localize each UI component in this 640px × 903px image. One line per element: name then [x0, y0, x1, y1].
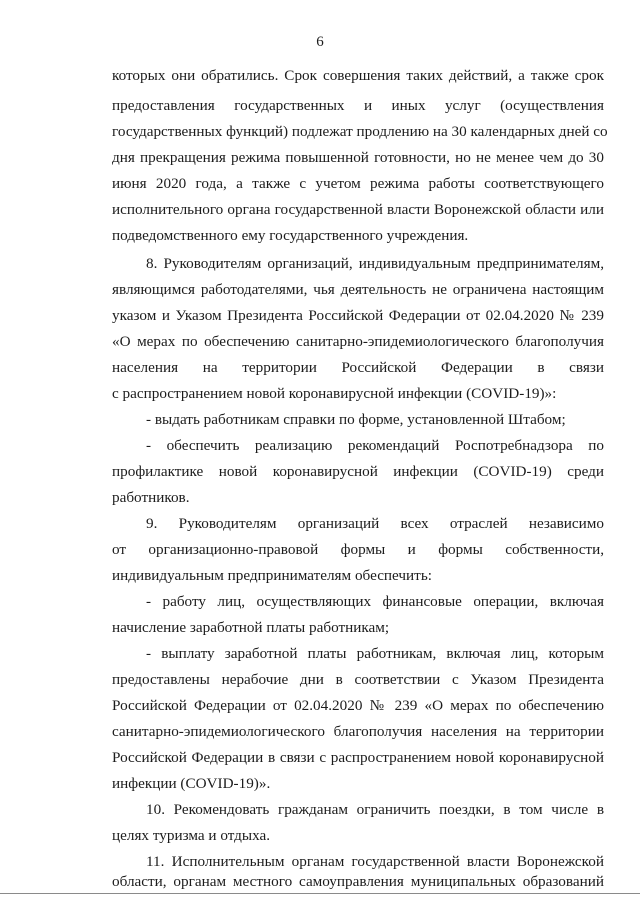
list-item: - выдать работникам справки по форме, установленной Штабом;	[146, 411, 566, 428]
text-line: Российской Федерации от 02.04.2020 № 239 «О мерах по обеспечению	[112, 697, 604, 714]
page-edge-rule	[0, 893, 640, 894]
text-line: дня прекращения режима повышенной готовности, но не менее чем до 30	[112, 149, 604, 166]
paragraph-10-start: 10. Рекомендовать гражданам ограничить поездки, в том числе в	[146, 801, 604, 818]
text-line: Российской Федерации в связи с распространением новой коронавирусной	[112, 749, 604, 766]
text-line: подведомственного ему государственного учреждения.	[112, 227, 469, 244]
text-line: предоставлены нерабочие дни в соответствии с Указом Президента	[112, 671, 604, 688]
text-line: инфекции (COVID-19)».	[112, 775, 271, 792]
text-line: от организационно-правовой формы и формы собственности,	[112, 541, 604, 558]
text-line: области, органам местного самоуправления муниципальных образований	[112, 873, 604, 890]
text-line: которых они обратились. Срок совершения таких действий, а также срок	[112, 67, 604, 84]
text-line: предоставления государственных и иных услуг (осуществления	[112, 97, 604, 114]
page-number: 6	[316, 34, 324, 50]
text-line: целях туризма и отдыха.	[112, 827, 271, 844]
text-line: указом и Указом Президента Российской Федерации от 02.04.2020 № 239	[112, 307, 604, 324]
list-item: - обеспечить реализацию рекомендаций Роспотребнадзора по	[146, 437, 604, 454]
text-line: июня 2020 года, а также с учетом режима работы соответствующего	[112, 175, 604, 192]
text-line: работников.	[112, 489, 190, 506]
text-line: с распространением новой коронавирусной инфекции (COVID-19)»:	[112, 385, 557, 402]
paragraph-11-start: 11. Исполнительным органам государственной власти Воронежской	[146, 853, 604, 870]
text-line: исполнительного органа государственной власти Воронежской области или	[112, 201, 604, 218]
text-line: санитарно-эпидемиологического благополучия населения на территории	[112, 723, 604, 740]
text-line: начисление заработной платы работникам;	[112, 619, 390, 636]
text-line: профилактике новой коронавирусной инфекции (COVID-19) среди	[112, 463, 604, 480]
text-line: государственных функций) подлежат продлению на 30 календарных дней со	[112, 123, 608, 140]
text-line: «О мерах по обеспечению санитарно-эпидемиологического благополучия	[112, 333, 604, 350]
text-line: являющимся работодателями, чья деятельность не ограничена настоящим	[112, 281, 604, 298]
paragraph-8-start: 8. Руководителям организаций, индивидуальным предпринимателям,	[146, 255, 604, 272]
list-item: - выплату заработной платы работникам, включая лиц, которым	[146, 645, 604, 662]
text-line: индивидуальным предпринимателям обеспечить:	[112, 567, 432, 584]
text-line: населения на территории Российской Федерации в связи	[112, 359, 604, 376]
paragraph-9-start: 9. Руководителям организаций всех отраслей независимо	[146, 515, 604, 532]
list-item: - работу лиц, осуществляющих финансовые операции, включая	[146, 593, 604, 610]
